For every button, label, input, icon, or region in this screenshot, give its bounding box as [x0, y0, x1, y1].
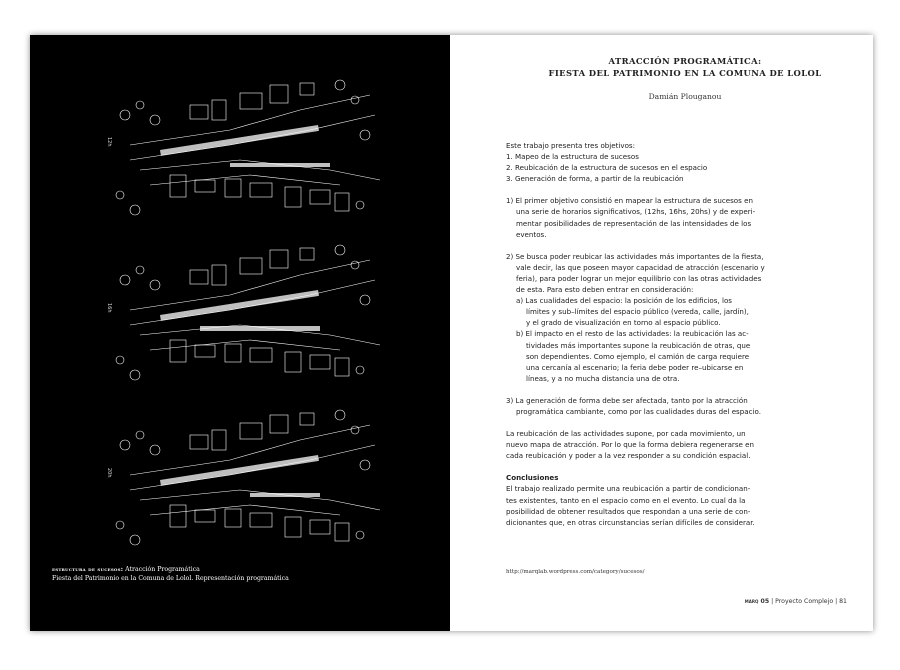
paragraph-gap — [506, 184, 768, 195]
body-line: límites y sub–límites del espacio público (vereda, calle, jardín), — [526, 307, 749, 317]
site-plan-drawing — [100, 75, 390, 225]
body-line: y el grado de visualización en torno al espacio público. — [526, 318, 721, 328]
body-line: b) El impacto en el resto de las actividades: la reubicación las ac- — [516, 329, 749, 339]
body-line: tividades más importantes supone la reubicación de otras, que — [526, 340, 751, 350]
body-line: eventos. — [516, 229, 547, 239]
body-line: líneas, y a no mucha distancia una de otra. — [526, 373, 680, 383]
body-line: 3) La generación de forma debe ser afectada, tanto por la atracción — [506, 395, 748, 405]
body-line: mentar posibilidades de representación de las intensidades de los — [516, 218, 752, 228]
page-footer — [745, 598, 847, 605]
body-line: 2) Se busca poder reubicar las actividades más importantes de la fiesta, — [506, 251, 764, 261]
body-line: a) Las cualidades del espacio: la posición de los edificios, los — [516, 296, 732, 306]
body-line: 1) El primer objetivo consistió en mapear la estructura de sucesos en — [506, 196, 753, 206]
body-line: tes existentes, tanto en el espacio como en el evento. Lo cual da la — [506, 495, 746, 505]
body-line: vale decir, las que poseen mayor capacidad de atracción (escenario y — [516, 262, 765, 272]
body-line: una serie de horarios significativos, (12hs, 16hs, 20hs) y de experi- — [516, 207, 756, 217]
site-plan-20h — [100, 405, 390, 555]
site-plan-drawing — [100, 405, 390, 555]
caption-line-1 — [52, 565, 432, 574]
figure-caption — [52, 565, 432, 583]
site-plan-16h — [100, 240, 390, 390]
body-line: posibilidad de obtener resultados que respondan a una serie de con- — [506, 506, 751, 516]
magazine-spread — [30, 35, 873, 631]
body-line: Este trabajo presenta tres objetivos: — [506, 141, 636, 150]
caption-label: estructura de sucesos: — [52, 566, 124, 573]
paragraph-gap — [506, 240, 768, 251]
body-line: programática cambiante, como por las cualidades duras del espacio. — [516, 406, 761, 416]
paragraph-gap — [506, 461, 768, 472]
body-line: nuevo mapa de atracción. Por lo que la forma debiera regenerarse en — [506, 440, 755, 450]
body-line: dicionantes que, en otras circunstancias serían difíciles de considerar. — [506, 517, 755, 527]
footer-journal: marq 05 — [744, 598, 770, 605]
plan-label-12h: 12h — [106, 137, 112, 147]
body-line: una cercanía al escenario; la feria debe poder re–ubicarse en — [526, 362, 744, 372]
title-line-1: ATRACCIÓN PROGRAMÁTICA: — [608, 56, 762, 66]
body-line: cada reubicación y poder a la vez responder a su condición espacial. — [506, 451, 751, 461]
footer-section: | Proyecto Complejo | — [769, 598, 840, 605]
body-line: de esta. Para esto deben entrar en consideración: — [516, 285, 694, 295]
body-line: feria), para poder lograr un mejor equilibrio con las otras actividades — [516, 273, 762, 283]
caption-line-2: Fiesta del Patrimonio en la Comuna de Lolol. Representación programática — [52, 575, 289, 582]
plan-label-20h: 20h — [106, 468, 112, 478]
body-line: 3. Generación de forma, a partir de la reubicación — [506, 174, 684, 184]
reference-url: http://marqlab.wordpress.com/category/sucesos/ — [506, 569, 645, 575]
right-page — [450, 35, 873, 631]
page-number: 81 — [839, 598, 847, 605]
body-line: La reubicación de las actividades supone, por cada movimiento, un — [506, 429, 746, 439]
paragraph-gap — [506, 417, 768, 428]
title-line-2: FIESTA DEL PATRIMONIO EN LA COMUNA DE LOLOL — [548, 68, 822, 78]
left-page — [30, 35, 450, 631]
plan-label-16h: 16h — [106, 303, 112, 313]
body-line: 2. Reubicación de la estructura de sucesos en el espacio — [506, 163, 708, 173]
site-plan-drawing — [100, 240, 390, 390]
caption-title: Atracción Programática — [123, 566, 200, 573]
article-title — [530, 55, 840, 79]
section-heading: Conclusiones — [506, 473, 559, 483]
paragraph-gap — [506, 384, 768, 395]
body-line: El trabajo realizado permite una reubicación a partir de condicionan- — [506, 484, 751, 494]
body-line: son dependientes. Como ejemplo, el camión de carga requiere — [526, 351, 750, 361]
site-plan-12h — [100, 75, 390, 225]
article-author: Damián Plouganou — [648, 92, 722, 101]
article-body — [506, 140, 768, 528]
body-line: 1. Mapeo de la estructura de sucesos — [506, 152, 639, 162]
